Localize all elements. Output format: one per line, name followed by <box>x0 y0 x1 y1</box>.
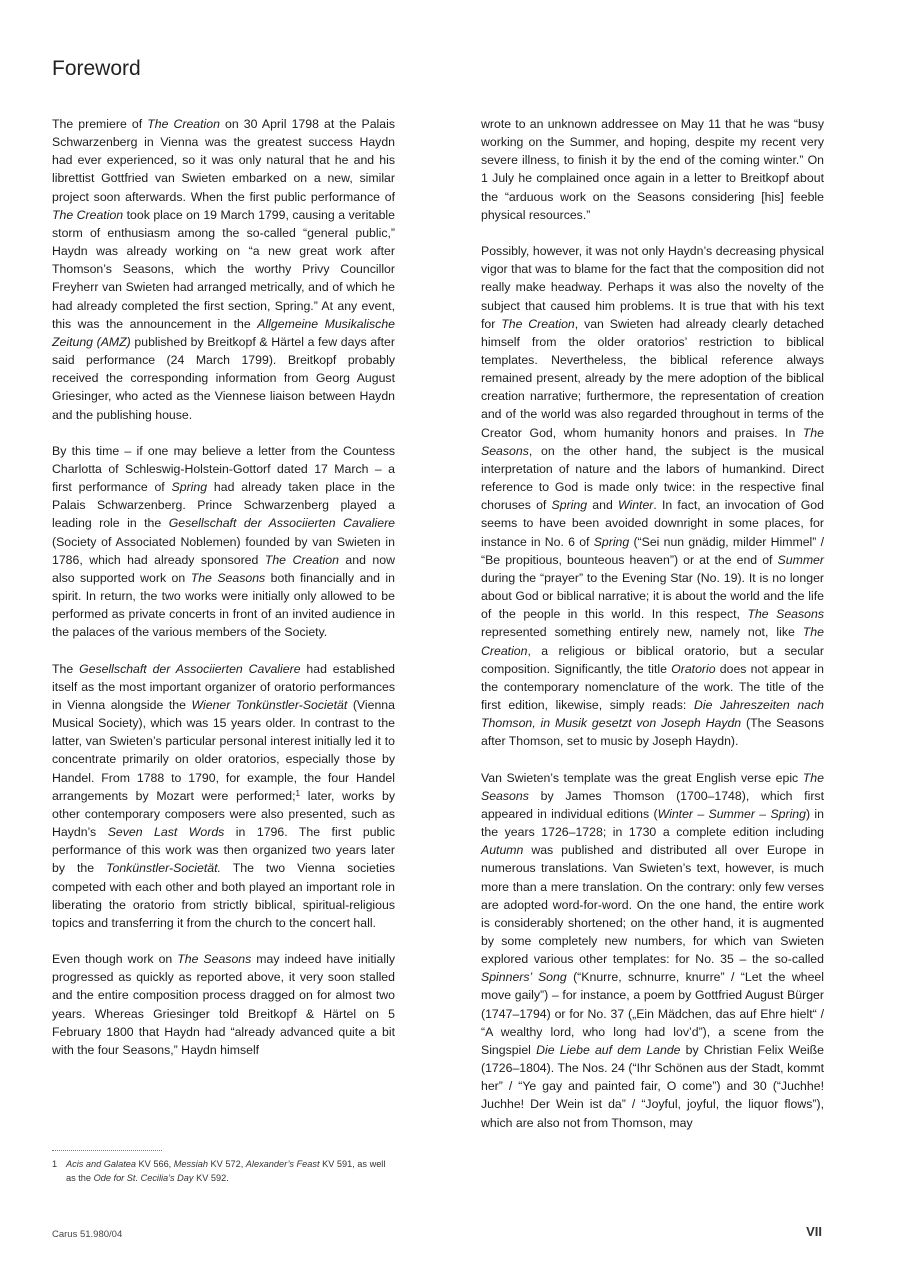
paragraph: By this time – if one may believe a letter from the Countess Charlotta of Schleswig-Holstein-Gottorf dated 17 March – a first performance of Spring had already taken place in the Palais Schwarzenberg. Prince Schwarzenberg played a leading role in the Gesellschaft der Associierten Cavaliere (Society of Associated Noblemen) founded by van Swieten in 1786, which had already sponsored The Creation and now also supported work on The Seasons both financially and in spirit. In return, the two works were initially only allowed to be performed as private concerts in front of an invited audience in the palaces of the various members of the Society. <box>52 443 396 640</box>
catalog-number: Carus 51.980/04 <box>52 1229 123 1240</box>
page-title: Foreword <box>52 57 141 80</box>
paragraph: Possibly, however, it was not only Haydn’s decreasing physical vigor that was to blame for the fact that the composition did not really make headway. Perhaps it was also the novelty of the subject that caused him problems. It is true that with his text for The Creation, van Swieten had already clearly detached himself from the older oratorios’ restriction to biblical templates. Nevertheless, the biblical reference always remained present, already by the mere adoption of the biblical creation narrative; furthermore, the representation of creation and of the world was also regarded throughout in terms of the Creator God, whom humanity honors and praises. In The Seasons, on the other hand, the subject is the musical interpretation of nature and the labors of humankind. Direct reference to God is made only twice: in the respective final choruses of Spring and Winter. In fact, an invocation of God seems to have been avoided downright in some places, for instance in No. 6 of Spring (“Sei nun gnädig, milder Himmel” / “Be propitious, bounteous heaven”) or at the end of Summer during the “prayer” to the Evening Star (No. 19). It is no longer about God or biblical narrative; it is about the world and the life of the people in this world. In this respect, The Seasons represented something entirely new, namely not, like The Creation, a religious or biblical oratorio, but a secular composition. Significantly, the title Oratorio does not appear in the contemporary nomenclature of the work. The title of the first edition, likewise, simply reads: Die Jahreszeiten nach Thomson, in Musik gesetzt von Joseph Haydn (The Seasons after Thomson, set to music by Joseph Haydn). <box>481 244 825 749</box>
paragraph: The Gesellschaft der Associierten Cavaliere had established itself as the most important organizer of oratorio performances in Vienna alongside the Wiener Tonkünstler-Societät (Vienna Musical Society), which was 15 years older. In contrast to the latter, van Swieten’s particular personal interest initially led it to concentrate primarily on older oratorios, especially those by Handel. From 1788 to 1790, for example, the four Handel arrangements by Mozart were performed;$^1$ later, works by other contemporary composers were also presented, such as Haydn’s Seven Last Words in 1796. The first public performance of this work was then organized two years later by the Tonkünstler-Societät. The two Vienna societies competed with each other and both played an important role in liberating the oratorio from strictly biblical, spiritual-religious topics and transferring it from the church to the concert hall. <box>52 661 396 930</box>
footnote <box>52 1158 395 1185</box>
footnote-divider <box>52 1150 162 1151</box>
paragraph: Van Swieten’s template was the great English verse epic The Seasons by James Thomson (1700–1748), which first appeared in individual editions (Winter – Summer – Spring) in the years 1726–1728; in 1730 a complete edition including Autumn was published and distributed all over Europe in numerous translations. Van Swieten’s text, however, is much more than a mere translation. On the contrary: only few verses are adopted word-for-word. On the one hand, the entire work is considerably shortened; on the other hand, it is augmented by some completely new numbers, for which van Swieten explored various other templates: for No. 35 – the so-called Spinners’ Song (“Knurre, schnurre, knurre” / “Let the wheel move gaily”) – for instance, a poem by Gottfried August Bürger (1747–1794) or for No. 37 („Ein Mädchen, das auf Ehre hielt“ / “A wealthy lord, who long had lov’d”), a scene from the Singspiel Die Liebe auf dem Lande by Christian Felix Weiße (1726–1804). The Nos. 24 (“Ihr Schönen aus der Stadt, kommt her” / “Ye gay and painted fair, O come”) and 30 (“Juchhe! Juchhe! Der Wein ist da” / “Joyful, joyful, the liquor flows”), which are also not from Thomson, may <box>481 770 824 1130</box>
paragraph: The premiere of The Creation on 30 April 1798 at the Palais Schwarzenberg in Vienna was the greatest success Haydn had ever experienced, so it was only natural that he and his librettist Gottfried van Swieten embarked on a new, similar project soon afterwards. When the first public performance of The Creation took place on 19 March 1799, causing a veritable storm of enthusiasm among the so-called “general public,” Haydn was already working on “a new great work after Thomson’s Seasons, which the worthy Privy Councillor Freyherr van Swieten had arranged metrically, and of which he had already completed the first section, Spring.” At any event, this was the announcement in the Allgemeine Musikalische Zeitung (AMZ) published by Breitkopf & Härtel a few days after said performance (24 March 1799). Breitkopf probably received the corresponding information from Georg August Griesinger, who acted as the Viennese liaison between Haydn and the publishing house. <box>52 117 396 422</box>
footnote-reference: 1 <box>295 788 300 798</box>
page-number: VII <box>806 1224 822 1239</box>
footnote-mark: 1 <box>52 1159 58 1169</box>
footnote-text: Acis and Galatea KV 566, Messiah KV 572, Alexander’s Feast KV 591, as well as the Ode for St. Cecilia’s Day KV 592. <box>66 1159 386 1183</box>
left-column <box>52 115 395 1059</box>
right-column <box>481 115 824 1132</box>
paragraph: wrote to an unknown addressee on May 11 that he was “busy working on the Summer, and hoping, despite my recent very severe illness, to finish it by the end of the coming winter.” On 1 July he complained once again in a letter to Breitkopf about the “arduous work on the Seasons considering [his] feeble physical resources.” <box>481 117 824 222</box>
paragraph: Even though work on The Seasons may indeed have initially progressed as quickly as reported above, it very soon stalled and the entire composition process dragged on for almost two years. Whereas Griesinger told Breitkopf & Härtel on 5 February 1800 that Haydn had “already advanced quite a bit with the four Seasons,” Haydn himself <box>52 952 395 1057</box>
